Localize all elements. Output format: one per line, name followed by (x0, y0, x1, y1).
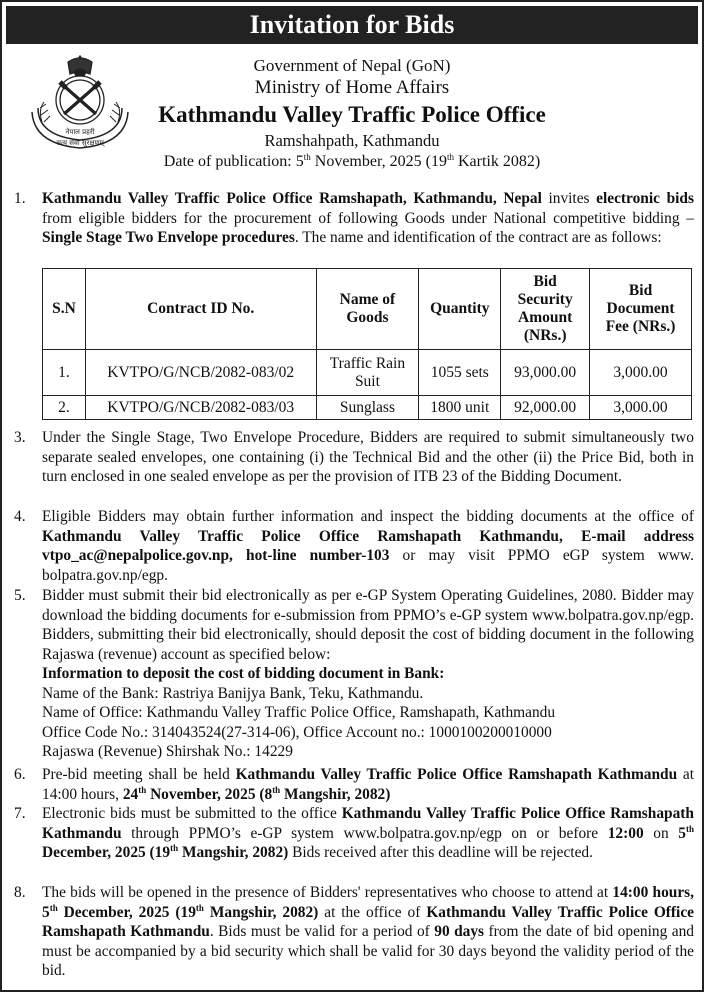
clause-1: 1. Kathmandu Valley Traffic Police Office Ramshapath, Kathmandu, Nepal invites electronic bids from eligible bidders for the procurement of following Goods under National competitive bidding – Single Stage Two Envelope procedures. The name and identification of the contract are as follows: (14, 190, 694, 246)
header-office: Kathmandu Valley Traffic Police Office (158, 102, 546, 127)
clause-6: 6. Pre-bid meeting shall be held Kathmandu Valley Traffic Police Office Ramshapath Kathmandu at 14:00 hours, 24th November, 2025 (8th Mangshir, 2082) (14, 766, 694, 803)
header-address: Ramshahpath, Kathmandu (264, 131, 440, 150)
clause-4: 4. Eligible Bidders may obtain further information and inspect the bidding documents at the office of Kathmandu Valley Traffic Police Office Ramshapath Kathmandu, E-mail address vtpo_ac@nepalpolice.gov.np, hot-line number-103 or may visit PPMO eGP system www. bolpatra.gov.np/egp. (14, 508, 694, 584)
header-government: Government of Nepal (GoN) (253, 56, 451, 75)
clause-3: 3. Under the Single Stage, Two Envelope Procedure, Bidders are required to submit simultaneously two separate sealed envelopes, one containing (i) the Technical Bid and the other (ii) the Price Bid, both in turn enclosed in one sealed envelope as per the provision of ITB 23 of the Bidding Document. (14, 429, 694, 485)
cell-sn: 2. (43, 396, 86, 420)
bank-info-heading: Information to deposit the cost of bidding document in Bank: (42, 665, 445, 682)
cell-quantity: 1055 sets (419, 350, 501, 396)
cell-goods: Sunglass (316, 396, 419, 420)
publication-date: Date of publication: 5th November, 2025 (19th Kartik 2082) (163, 152, 541, 170)
cell-security: 92,000.00 (501, 396, 590, 420)
cell-contract-id: KVTPO/G/NCB/2082-083/02 (85, 350, 316, 396)
header-document-fee: Bid Document Fee (NRs.) (590, 269, 692, 350)
cell-quantity: 1800 unit (419, 396, 501, 420)
cell-fee: 3,000.00 (590, 350, 692, 396)
header-bid-security: Bid Security Amount (NRs.) (501, 269, 590, 350)
svg-text:सत्य सेवा सुरक्षणम्: सत्य सेवा सुरक्षणम् (56, 139, 104, 147)
header-goods: Name of Goods (316, 269, 419, 350)
svg-text:नेपाल प्रहरी: नेपाल प्रहरी (65, 128, 95, 136)
clause-5: 5. Bidder must submit their bid electronically as per e-GP System Operating Guidelines, 2080. Bidder may download the bidding documents for e-submission from PPMO’s e-GP system www.bolpatra.gov.np/egp. Bidders, submitting their bid electronically, should deposit the cost of bidding document in the following Rajaswa (revenue) account as specified below: Information to deposit the cost of bidding document in Bank: Name of the Bank: Rastriya Banijya Bank, Teku, Kathmandu. Name of Office: Kathmandu Valley Traffic Police Office, Ramshapath, Kathmandu Office Code No.: 314043524(27-314-06), Office Account no.: 1000100200010000 Rajaswa (Revenue) Shirshak No.: 14229 (14, 587, 694, 760)
rajaswa-code: Rajaswa (Revenue) Shirshak No.: 14229 (42, 743, 293, 760)
contract-table (42, 268, 692, 420)
police-emblem-icon (24, 52, 136, 154)
office-name: Name of Office: Kathmandu Valley Traffic Police Office, Ramshapath, Kathmandu (42, 704, 556, 721)
header-contract-id: Contract ID No. (85, 269, 316, 350)
cell-fee: 3,000.00 (590, 396, 692, 420)
cell-goods: Traffic Rain Suit (316, 350, 419, 396)
bank-name: Name of the Bank: Rastriya Banijya Bank, Teku, Kathmandu. (42, 684, 424, 702)
notice-title-banner: Invitation for Bids (6, 6, 698, 44)
table-row (43, 350, 692, 396)
header-ministry: Ministry of Home Affairs (254, 77, 450, 98)
cell-sn: 1. (43, 350, 86, 396)
cell-security: 93,000.00 (501, 350, 590, 396)
clause-8: 8. The bids will be opened in the presence of Bidders' representatives who choose to attend at 14:00 hours, 5th December, 2025 (19th Mangshir, 2082) at the office of Kathmandu Valley Traffic Police Office Ramshapath Kathmandu. Bids must be valid for a period of 90 days from the date of bid opening and must be accompanied by a bid security which shall be valid for 30 days beyond the validity period of the bid. (14, 884, 694, 979)
clause-7: 7. Electronic bids must be submitted to the office Kathmandu Valley Traffic Police Office Ramshapath Kathmandu through PPMO’s e-GP system www.bolpatra.gov.np/egp on or before 12:00 on 5th December, 2025 (19th Mangshir, 2082) Bids received after this deadline will be rejected. (14, 805, 694, 861)
header-sn: S.N (43, 269, 86, 350)
office-code: Office Code No.: 314043524(27-314-06), Office Account no.: 1000100200010000 (42, 723, 552, 741)
cell-contract-id: KVTPO/G/NCB/2082-083/03 (85, 396, 316, 420)
table-row (43, 396, 692, 420)
header-quantity: Quantity (419, 269, 501, 350)
